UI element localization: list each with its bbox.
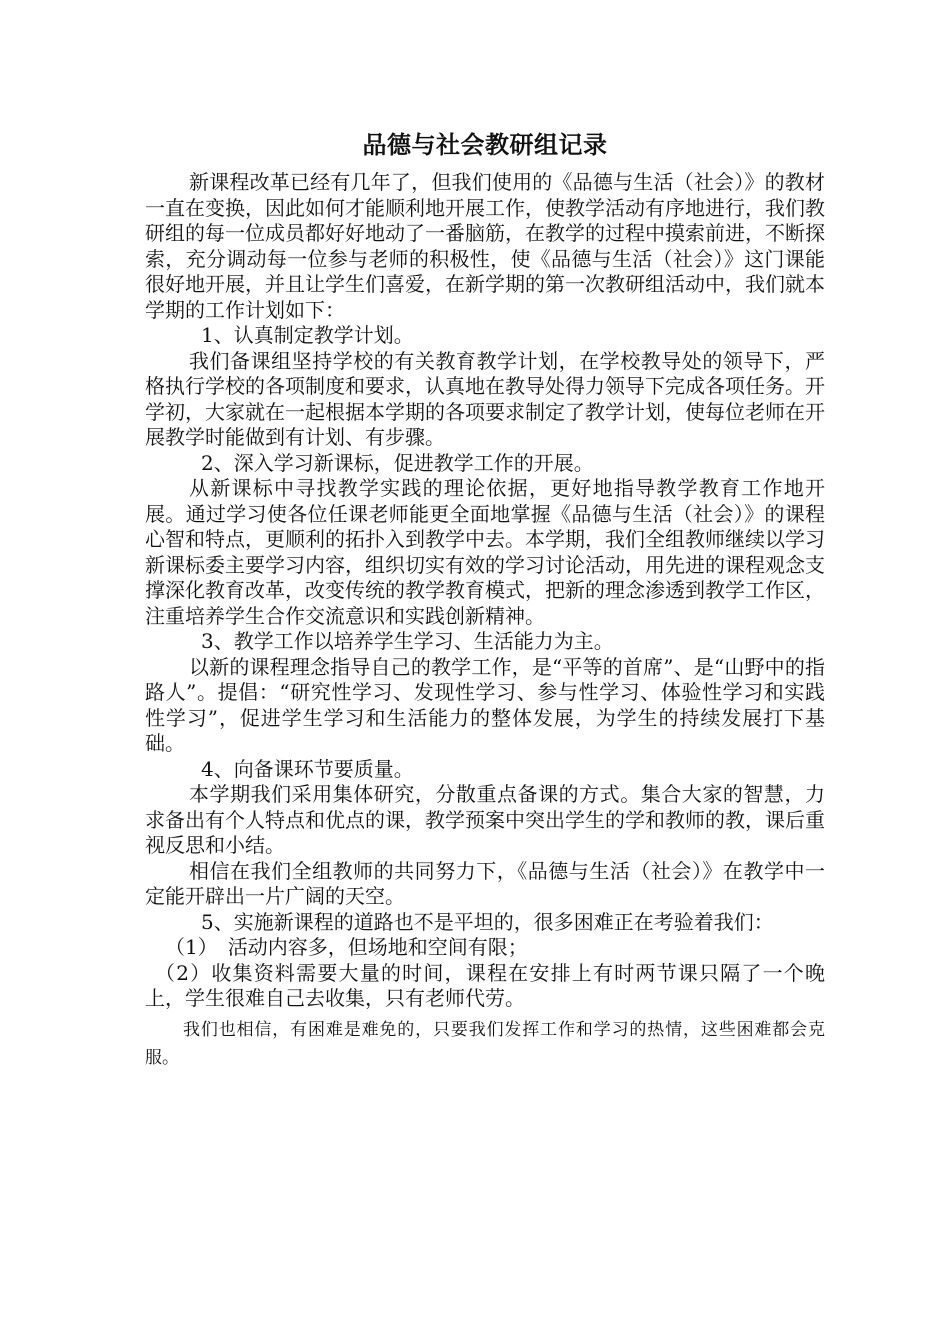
closing-paragraph: 我们也相信，有困难是难免的，只要我们发挥工作和学习的热情，这些困难都会克服。 bbox=[145, 1019, 825, 1068]
intro-paragraph: 新课程改革已经有几年了，但我们使用的《品德与生活（社会）》的教材一直在变换，因此如何才能顺利地开展工作，使教学活动有序地进行，我们教研组的每一位成员都好好地动了一番脑筋，在教学的过程中摸索前进，不断探索，充分调动每一位参与老师的积极性，使《品德与生活（社会）》这门课能很好地开展，并且让学生们喜爱，在新学期的第一次教研组活动中，我们就本学期的工作计划如下： bbox=[145, 170, 825, 322]
document-title: 品德与社会教研组记录 bbox=[362, 130, 608, 159]
section-5-heading: 5、实施新课程的道路也不是平坦的，很多困难正在考验着我们： bbox=[201, 909, 774, 934]
section-1-body: 我们备课组坚持学校的有关教育教学计划，在学校教导处的领导下，严格执行学校的各项制度和要求，认真地在教导处得力领导下完成各项任务。开学初，大家就在一起根据本学期的各项要求制定了教学计划，使每位老师在开展教学时能做到有计划、有步骤。 bbox=[145, 348, 825, 449]
difficulty-item-2: （2）收集资料需要大量的时间，课程在安排上有时两节课只隔了一个晚上，学生很难自己去收集，只有老师代劳。 bbox=[145, 960, 825, 1010]
section-4-heading: 4、向备课环节要质量。 bbox=[201, 756, 414, 781]
section-2-heading: 2、深入学习新课标，促进教学工作的开展。 bbox=[201, 450, 594, 475]
section-4-body-2: 相信在我们全组教师的共同努力下，《品德与生活（社会）》在教学中一定能开辟出一片广阔的天空。 bbox=[145, 858, 825, 908]
section-4-body-1: 本学期我们采用集体研究，分散重点备课的方式。集合大家的智慧，力求备出有个人特点和优点的课，教学预案中突出学生的学和教师的教，课后重视反思和小结。 bbox=[145, 782, 825, 857]
section-2-body: 从新课标中寻找教学实践的理论依据，更好地指导教学教育工作地开展。通过学习使各位任课老师能更全面地掌握《品德与生活（社会）》的课程心智和特点，更顺利的拓扑入到教学中去。本学期，我们全组教师继续以学习新课标委主要学习内容，组织切实有效的学习讨论活动，用先进的课程观念支撑深化教育改革，改变传统的教学教育模式，把新的理念渗透到教学工作区，注重培养学生合作交流意识和实践创新精神。 bbox=[145, 476, 825, 628]
section-3-heading: 3、教学工作以培养学生学习、生活能力为主。 bbox=[201, 629, 614, 653]
document-page bbox=[145, 128, 825, 1072]
difficulty-item-1: （1） 活动内容多，但场地和空间有限； bbox=[165, 935, 528, 959]
section-3-body: 以新的课程理念指导自己的教学工作，是“平等的首席”、是“山野中的指路人”。提倡：“研究性学习、发现性学习、参与性学习、体验性学习和实践性学习”，促进学生学习和生活能力的整体发展，为学生的持续发展打下基础。 bbox=[145, 654, 825, 755]
section-1-heading: 1、认真制定教学计划。 bbox=[201, 323, 414, 347]
